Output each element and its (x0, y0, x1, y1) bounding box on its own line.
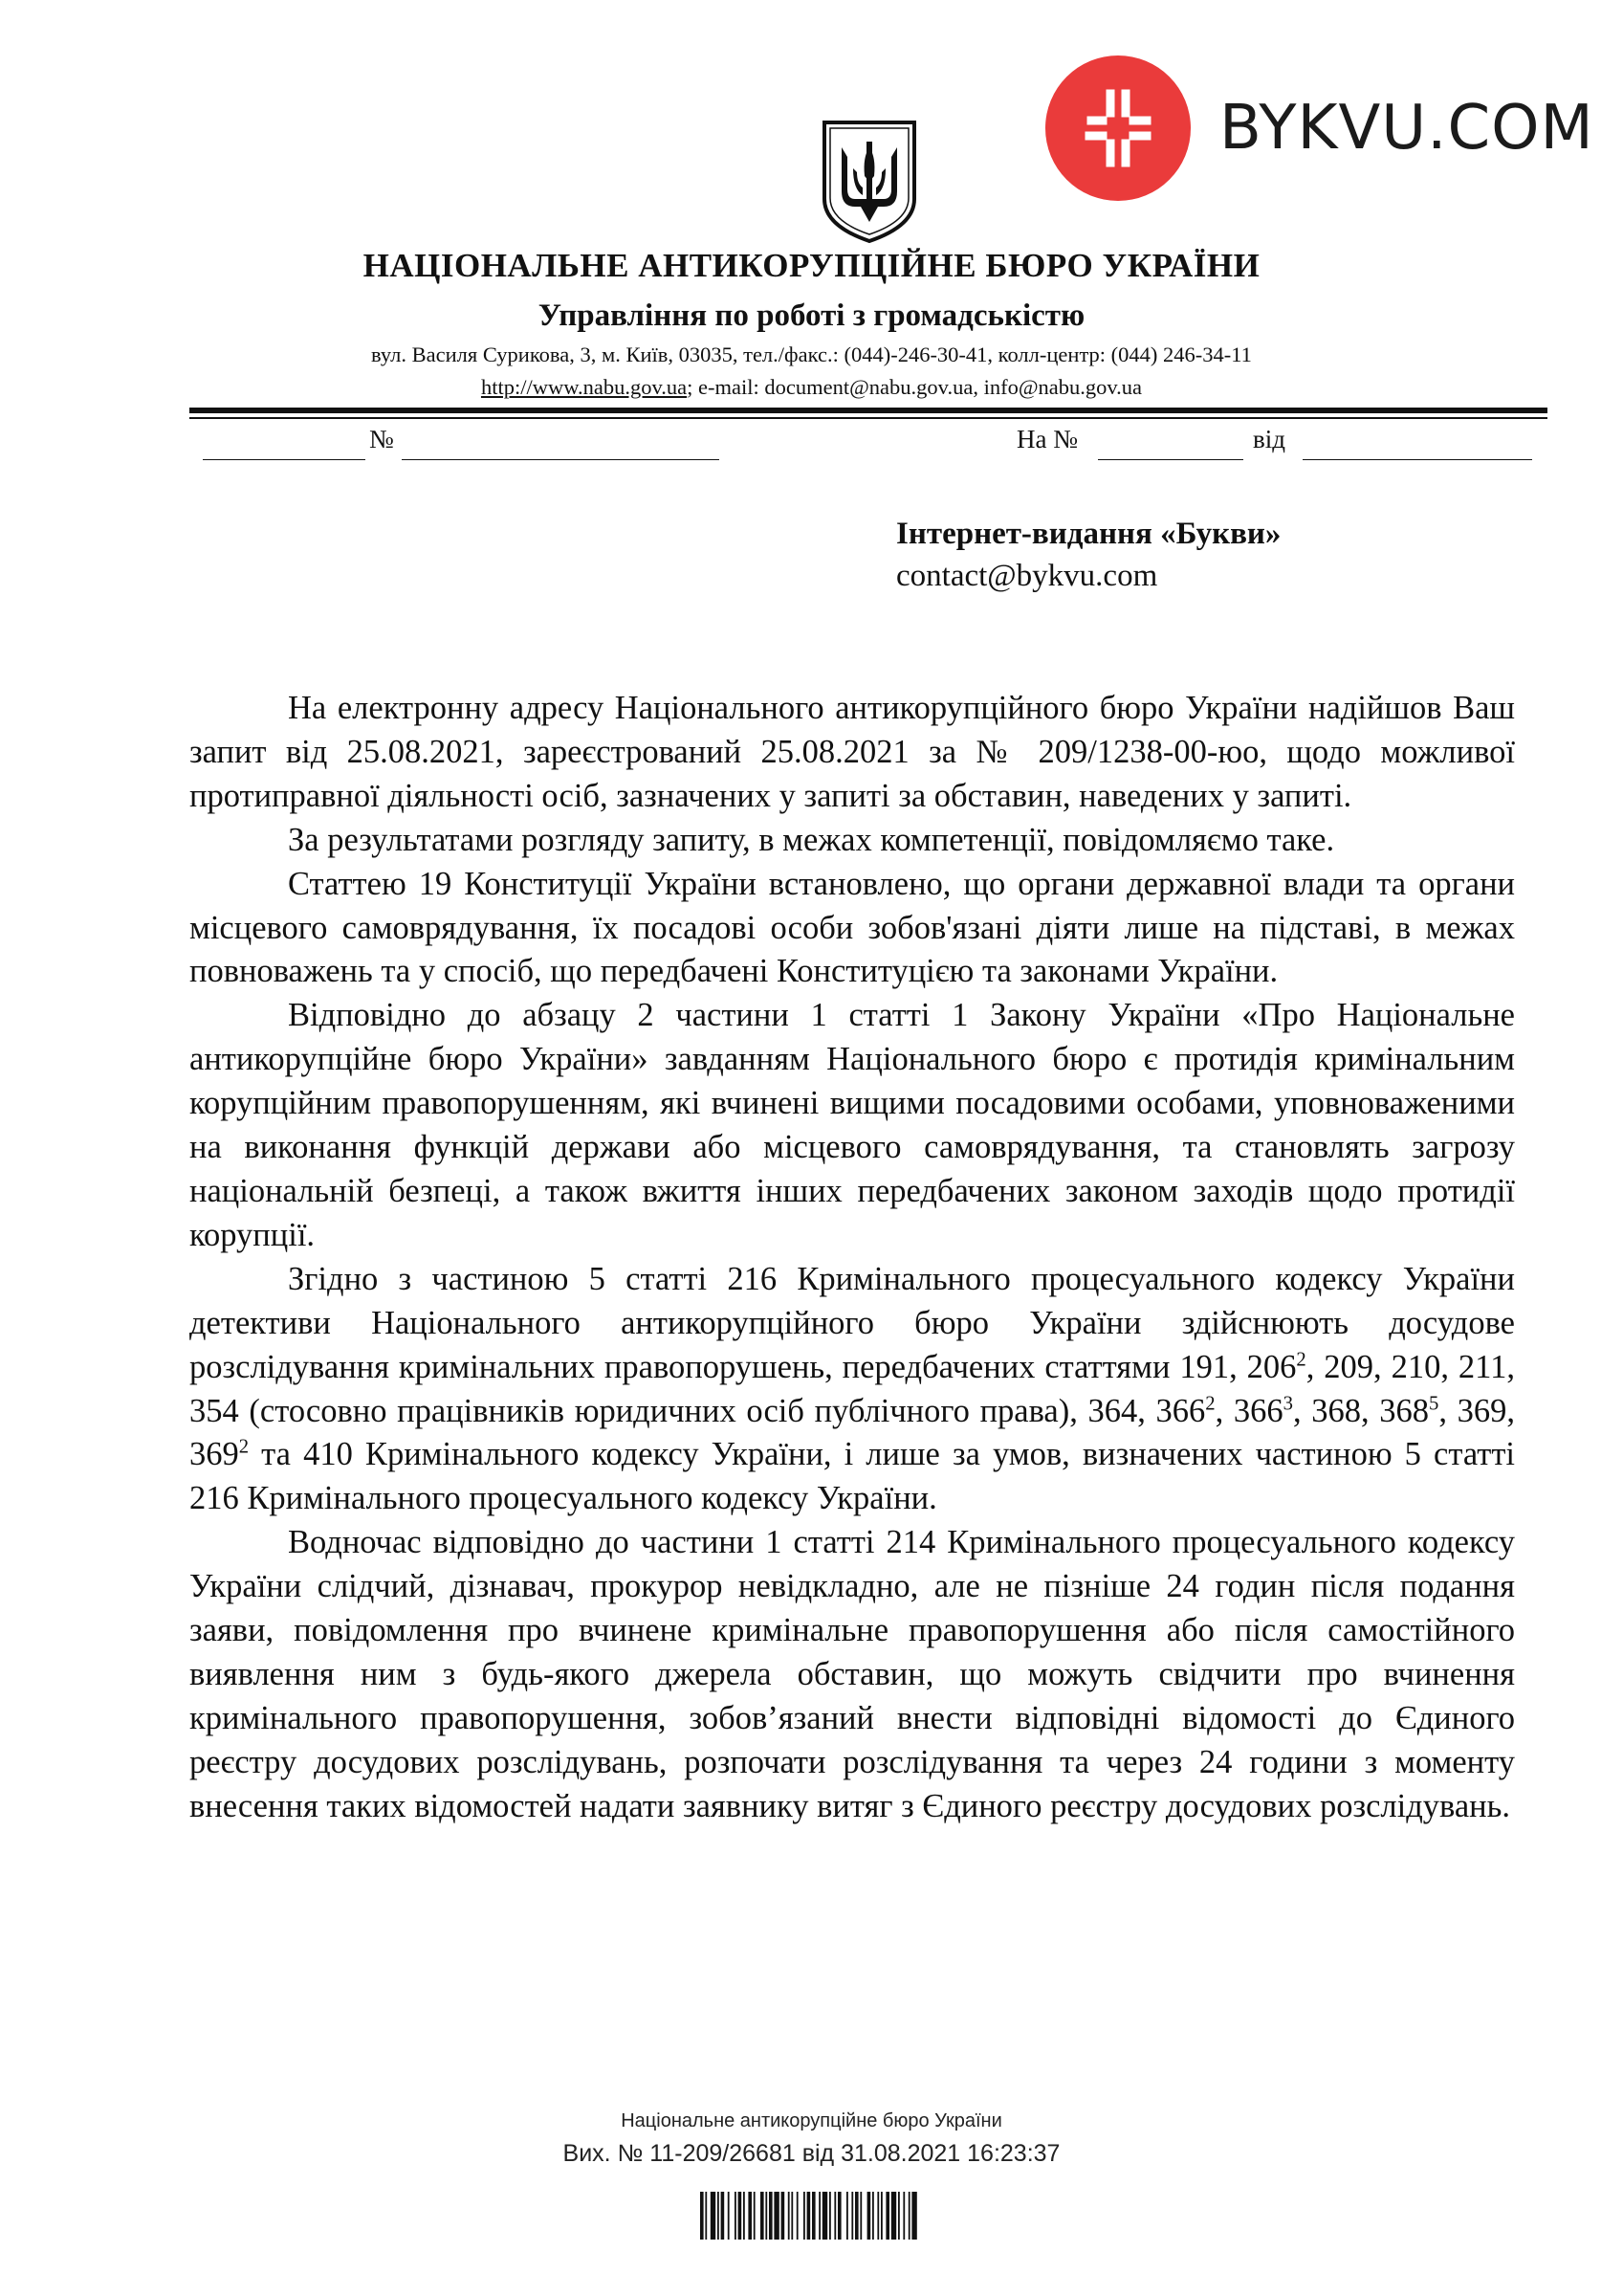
superscript: 3 (1283, 1393, 1293, 1414)
body-paragraph: Статтею 19 Конституції України встановлено, що органи державної влади та органи місцевого самоврядування, їх посадові особи зобов'язані діяти лише на підставі, в межах повноважень та у спосіб, що передбачені Конституцією та законами України. (189, 865, 1515, 990)
trident-coat-of-arms-icon (819, 119, 920, 245)
body-paragraph: За результатами розгляду запиту, в межах компетенції, повідомляємо таке. (288, 821, 1335, 858)
body-paragraph (189, 1258, 1515, 1521)
number-blank-line (402, 459, 719, 460)
outgoing-registration: Вих. № 11-209/26681 від 31.08.2021 16:23:37 (562, 2140, 1061, 2167)
organization-address: вул. Василя Сурикова, 3, м. Київ, 03035, тел./факс.: (044)-246-30-41, колл-центр: (044) 246-34-11 (371, 342, 1252, 366)
header-divider-thick (189, 408, 1547, 413)
website-link[interactable]: http://www.nabu.gov.ua (480, 375, 688, 399)
reply-to-label: На № (1017, 425, 1078, 453)
email-contacts: ; e-mail: document@nabu.gov.ua, info@nabu.gov.ua (687, 375, 1143, 399)
reply-date-blank-line (1303, 459, 1532, 460)
from-label: від (1253, 425, 1285, 453)
superscript: 5 (1429, 1393, 1439, 1414)
letter-body (189, 687, 1515, 1829)
department-title: Управління по роботі з громадськістю (537, 298, 1086, 333)
body-paragraph: Відповідно до абзацу 2 частини 1 статті 1 Закону України «Про Національне антикорупційне бюро України» завданням Національного бюро є протидія кримінальним корупційним правопорушенням, які вчинені вищими посадовими особами, уповноваженими на виконання функцій держави або місцевого самоврядування, та становлять загрозу національній безпеці, а також вжиття інших передбачених законом заходів щодо протидії корупції. (189, 997, 1515, 1253)
date-blank-line (203, 459, 365, 460)
organization-title: НАЦІОНАЛЬНЕ АНТИКОРУПЦІЙНЕ БЮРО УКРАЇНИ (362, 247, 1261, 284)
body-paragraph: На електронну адресу Національного антикорупційного бюро України надійшов Ваш запит від 25.08.2021, зареєстрований 25.08.2021 за № 209/1238-00-юо, щодо можливої протиправної діяльності осіб, зазначених у запиті за обставин, наведених у запиті. (189, 690, 1515, 814)
text-fragment: та 410 Кримінального кодексу України, і лише за умов, визначених частиною 5 статті 216 Кримінального процесуального кодексу України. (189, 1436, 1515, 1517)
text-fragment: , 369, 369 (189, 1392, 1516, 1473)
superscript: 2 (1205, 1393, 1216, 1414)
text-fragment: , 366 (1215, 1392, 1283, 1429)
addressee-name: Інтернет-видання «Букви» (896, 517, 1282, 551)
number-label: № (369, 425, 394, 453)
text-fragment: , 368, 368 (1293, 1392, 1430, 1429)
barcode-icon (700, 2192, 997, 2240)
text-fragment: , 209, 210, 211, 354 (стосовно працівників юридичних осіб публічного права), 364, 366 (189, 1348, 1515, 1429)
body-paragraph: Водночас відповідно до частини 1 статті 214 Кримінального процесуального кодексу України слідчий, дізнавач, прокурор невідкладно, але не пізніше 24 годин після подання заяви, повідомлення про вчинене кримінальне правопорушення або після самостійного виявлення ним з будь-якого джерела обставин, що можуть свідчити про вчинення кримінального правопорушення, зобов’язаний внести відповідні відомості до Єдиного реєстру досудових розслідувань, розпочати розслідування та через 24 години з моменту внесення таких відомостей надати заявнику витяг з Єдиного реєстру досудових розслідувань. (189, 1524, 1515, 1824)
stamp-organization: Національне антикорупційне бюро України (621, 2110, 1002, 2131)
bykvu-logo-text: BYKVU.COM (1219, 93, 1594, 164)
header-divider-thin (189, 417, 1547, 419)
addressee-email: contact@bykvu.com (896, 559, 1158, 593)
bykvu-logo-icon (1045, 55, 1191, 201)
reply-number-blank-line (1098, 459, 1243, 460)
superscript: 2 (238, 1436, 250, 1458)
text-fragment: Згідно з частиною 5 статті 216 Кримінального процесуального кодексу України детективи Національного антикорупційного бюро України здійснюють досудове розслідування кримінальних правопорушень, передбачених статтями 191, 206 (189, 1260, 1515, 1385)
organization-contacts (0, 375, 1623, 400)
bykvu-watermark (1045, 55, 1594, 203)
superscript: 2 (1296, 1349, 1306, 1371)
